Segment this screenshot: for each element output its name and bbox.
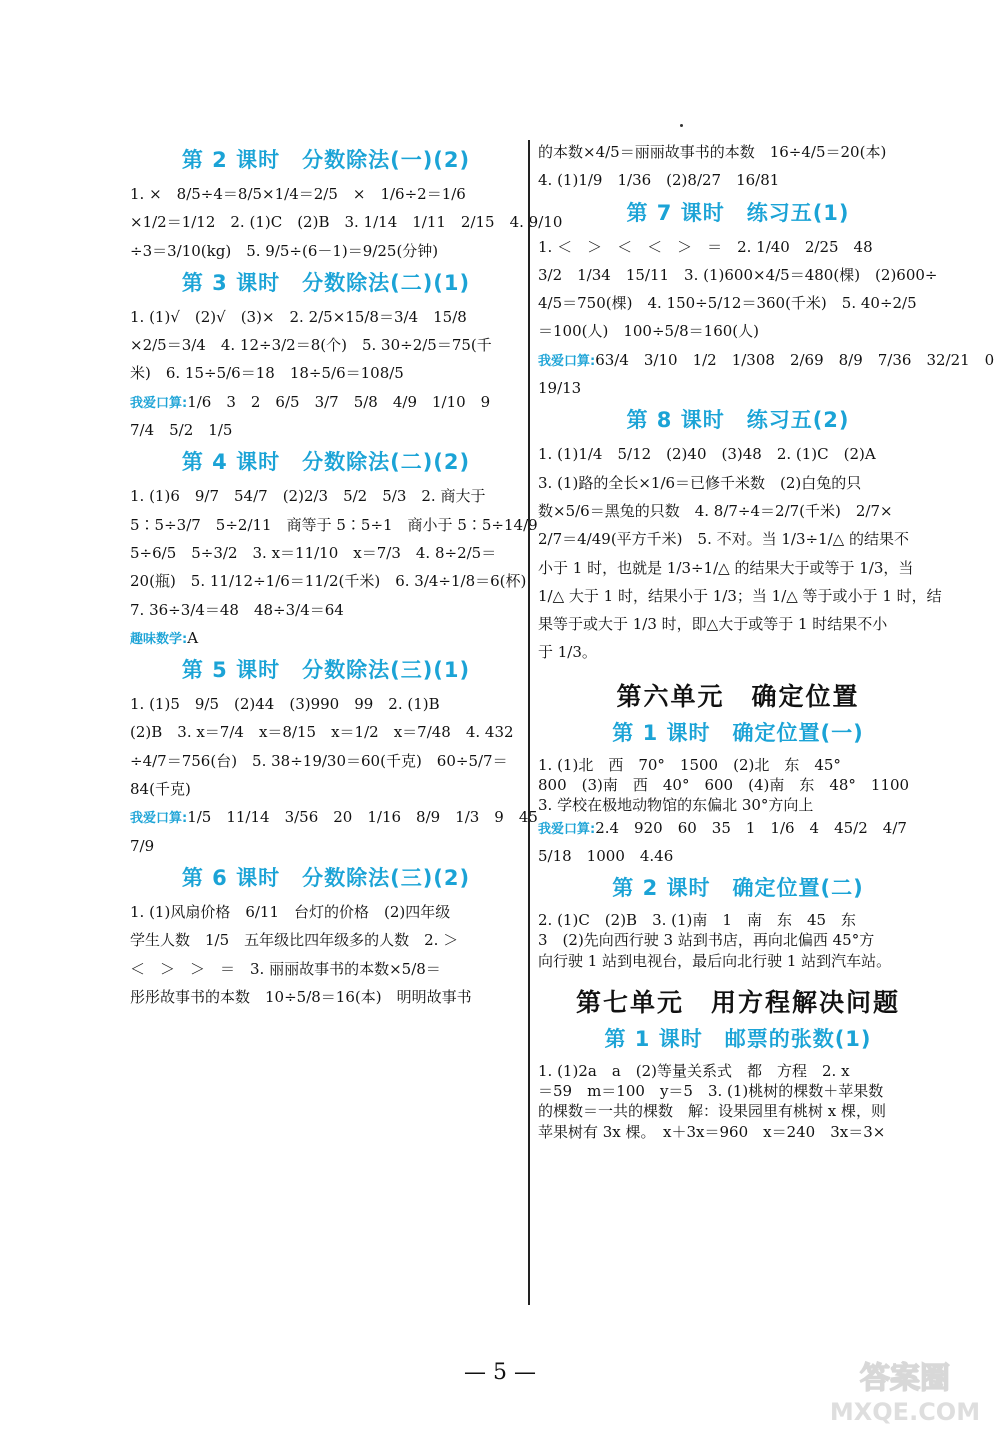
answer-line <box>130 805 538 829</box>
answer-line <box>130 239 522 263</box>
practice-label: 我爱口算: <box>538 353 596 369</box>
answer-line <box>130 361 522 385</box>
answer-text: ＜ ＞ ＞ ＝ 3. 丽丽故事书的本数×5/8＝ <box>130 959 441 978</box>
answer-text: 1/5 11/14 3/56 20 1/16 8/9 1/3 9 45 <box>187 808 538 827</box>
lesson-heading: 第 7 课时 练习五(1) <box>626 200 850 225</box>
answer-line <box>538 930 938 950</box>
answer-line <box>538 263 938 287</box>
answer-line <box>538 471 938 495</box>
lesson-heading: 第 6 课时 分数除法(三)(2) <box>181 865 471 890</box>
answer-line <box>538 584 942 608</box>
answer-line <box>538 640 938 664</box>
answer-line <box>538 319 938 343</box>
answer-text: ÷3＝3/10(kg) 5. 9/5÷(6－1)＝9/25(分钟) <box>130 241 439 260</box>
answer-text: 5∶5÷3/7 5÷2/11 商等于 5∶5÷1 商小于 5∶5÷14/9 <box>130 515 538 534</box>
unit-heading: 第六单元 确定位置 <box>616 681 860 711</box>
answer-text: ÷4/7＝756(台) 5. 38÷19/30＝60(千克) 60÷5/7＝ <box>130 751 508 770</box>
answer-line <box>538 442 938 466</box>
answer-text: 1. (1)6 9/7 54/7 (2)2/3 5/2 5/3 2. 商大于 <box>130 487 486 506</box>
answer-line <box>130 720 522 744</box>
answer-text: 1. (1)1/4 5/12 (2)40 (3)48 2. (1)C (2)A <box>538 445 876 464</box>
answer-text: 3. 学校在极地动物馆的东偏北 30°方向上 <box>538 796 814 815</box>
answer-line <box>130 928 522 952</box>
answer-line <box>130 957 522 981</box>
answer-line <box>130 305 522 329</box>
answer-text: ＝59 m＝100 y＝5 3. (1)桃树的棵数＋苹果数 <box>538 1082 884 1101</box>
answer-text: 1. (1)√ (2)√ (3)× 2. 2/5×15/8＝3/4 15/8 <box>130 307 467 326</box>
answer-line <box>538 951 938 971</box>
answer-line <box>538 140 938 164</box>
answer-text: 63/4 3/10 1/2 1/308 2/69 8/9 7/36 32/21 0 <box>595 350 995 369</box>
answer-text: 3. (1)路的全长×1/6＝已修千米数 (2)白兔的只 <box>538 473 862 492</box>
lesson-heading: 第 5 课时 分数除法(三)(1) <box>181 658 471 683</box>
answer-text: 1. (1)风扇价格 6/11 台灯的价格 (2)四年级 <box>130 902 451 921</box>
answer-text: 1. (1)2a a (2)等量关系式 都 方程 2. x <box>538 1061 850 1080</box>
lesson-heading: 第 3 课时 分数除法(二)(1) <box>181 270 471 295</box>
answer-line <box>130 900 522 924</box>
answer-line <box>538 1081 938 1101</box>
answer-text: 4. (1)1/9 1/36 (2)8/27 16/81 <box>538 171 780 190</box>
answer-text: 小于 1 时，也就是 1/3÷1/△ 的结果大于或等于 1/3，当 <box>538 558 914 577</box>
answer-text: 1. ＜ ＞ ＜ ＜ ＞ ＝ 2. 1/40 2/25 48 <box>538 237 873 256</box>
answer-text: 20(瓶) 5. 11/12÷1/6＝11/2(千米) 6. 3/4÷1/8＝6(杯) <box>130 572 527 591</box>
lesson-heading: 第 1 课时 邮票的张数(1) <box>604 1026 872 1051</box>
answer-line <box>538 816 938 840</box>
page-number: — 5 — <box>464 1360 536 1385</box>
answer-line <box>538 376 938 400</box>
answer-line <box>538 235 938 259</box>
answer-text: 数×5/6＝黑兔的只数 4. 8/7÷4＝2/7(千米) 2/7× <box>538 501 893 520</box>
answer-text: 7/9 <box>130 836 155 855</box>
answer-line <box>130 985 522 1009</box>
answer-text: 1/△ 大于 1 时，结果小于 1/3；当 1/△ 等于或小于 1 时，结 <box>538 586 942 605</box>
watermark-text: MXQE.COM <box>829 1398 981 1426</box>
answer-line <box>130 626 522 650</box>
answer-text: (2)B 3. x＝7/4 x＝8/15 x＝1/2 x＝7/48 4. 432 <box>130 723 514 742</box>
answer-line <box>538 556 938 580</box>
answer-text: 800 (3)南 西 40° 600 (4)南 东 48° 1100 <box>538 776 910 794</box>
answer-text: 向行驶 1 站到电视台，最后向北行驶 1 站到汽车站。 <box>538 951 892 970</box>
answer-text: 米) 6. 15÷5/6＝18 18÷5/6＝108/5 <box>130 364 404 383</box>
answer-text: 苹果树有 3x 棵。 x＋3x＝960 x＝240 3x＝3× <box>538 1122 886 1141</box>
answer-line <box>130 513 538 537</box>
answer-text: 3 (2)先向西行驶 3 站到书店，再向北偏西 45°方 <box>538 931 875 950</box>
answer-line <box>130 333 522 357</box>
answer-text: A <box>187 628 199 647</box>
answer-text: ×1/2＝1/12 2. (1)C (2)B 3. 1/14 1/11 2/15 4. 9/10 <box>130 213 563 232</box>
answer-text: 2.4 920 60 35 1 1/6 4 45/2 4/7 <box>595 818 907 837</box>
answer-text: 彤彤故事书的本数 10÷5/8＝16(本) 明明故事书 <box>130 987 472 1006</box>
answer-text: 2. (1)C (2)B 3. (1)南 1 南 东 45 东 <box>538 911 857 930</box>
answer-line <box>538 499 938 523</box>
answer-line <box>538 168 938 192</box>
answer-text: ×2/5＝3/4 4. 12÷3/2＝8(个) 5. 30÷2/5＝75(千 <box>130 336 492 355</box>
right-column <box>538 140 995 1142</box>
answer-line <box>538 795 938 815</box>
answer-text: 2/7＝4/49(平方千米) 5. 不对。当 1/3÷1/△ 的结果不 <box>538 530 909 549</box>
answer-line <box>130 569 527 593</box>
answer-text: 1. × 8/5÷4＝8/5×1/4＝2/5 × 1/6÷2＝1/6 <box>130 185 466 203</box>
answer-line <box>538 1101 938 1121</box>
unit-heading: 第七单元 用方程解决问题 <box>575 987 900 1017</box>
lesson-heading: 第 8 课时 练习五(2) <box>626 408 850 433</box>
answer-text: 果等于或大于 1/3 时，即△大于或等于 1 时结果不小 <box>538 615 888 634</box>
practice-label: 趣味数学: <box>130 631 188 647</box>
answer-line <box>538 775 938 795</box>
answer-line <box>130 182 522 206</box>
answer-line <box>538 755 938 775</box>
answer-line <box>538 348 995 372</box>
answer-line <box>130 541 522 565</box>
watermark-cn-text: 答案圈 <box>860 1361 950 1396</box>
lesson-heading: 第 1 课时 确定位置(一) <box>612 720 864 745</box>
answer-line <box>130 749 522 773</box>
answer-line <box>130 390 522 414</box>
answer-line <box>538 910 938 930</box>
answer-text: ＝100(人) 100÷5/8＝160(人) <box>538 322 760 341</box>
answer-text: 1. (1)北 西 70° 1500 (2)北 东 45° <box>538 755 841 774</box>
watermark-logo <box>820 1348 990 1428</box>
answer-line <box>538 1122 938 1142</box>
answer-line <box>538 1061 938 1081</box>
practice-label: 我爱口算: <box>538 821 596 837</box>
answer-line <box>130 777 522 801</box>
answer-line <box>130 210 563 234</box>
speck <box>680 124 683 127</box>
answer-text: 5÷6/5 5÷3/2 3. x＝11/10 x＝7/3 4. 8÷2/5＝ <box>130 543 497 562</box>
answer-line <box>538 291 938 315</box>
answer-line <box>130 418 522 442</box>
lesson-heading: 第 4 课时 分数除法(二)(2) <box>181 450 471 475</box>
answer-text: 84(千克) <box>130 780 191 799</box>
answer-text: 的棵数＝一共的棵数 解：设果园里有桃树 x 棵，则 <box>538 1102 886 1121</box>
lesson-heading: 第 2 课时 分数除法(一)(2) <box>181 148 471 172</box>
answer-text: 1. (1)5 9/5 (2)44 (3)990 99 2. (1)B <box>130 695 440 714</box>
answer-text: 于 1/3。 <box>538 643 597 662</box>
answer-line <box>130 484 522 508</box>
answer-text: 学生人数 1/5 五年级比四年级多的人数 2. ＞ <box>130 931 459 950</box>
answer-text: 7. 36÷3/4＝48 48÷3/4＝64 <box>130 600 344 619</box>
answer-text: 3/2 1/34 15/11 3. (1)600×4/5＝480(棵) (2)600÷ <box>538 265 938 284</box>
answer-text: 5/18 1000 4.46 <box>538 846 674 865</box>
column-divider <box>528 140 530 1305</box>
answer-line <box>130 692 522 716</box>
answer-line <box>130 834 522 858</box>
answer-line <box>538 844 938 868</box>
answer-text: 19/13 <box>538 379 582 398</box>
answer-text: 1/6 3 2 6/5 3/7 5/8 4/9 1/10 9 <box>187 392 491 411</box>
answer-line <box>538 527 938 551</box>
answer-text: 的本数×4/5＝丽丽故事书的本数 16÷4/5＝20(本) <box>538 143 887 161</box>
lesson-heading: 第 2 课时 确定位置(二) <box>612 876 864 901</box>
answer-text: 7/4 5/2 1/5 <box>130 421 233 440</box>
practice-label: 我爱口算: <box>130 395 188 411</box>
answer-text: 4/5＝750(棵) 4. 150÷5/12＝360(千米) 5. 40÷2/5 <box>538 294 917 313</box>
answer-line <box>538 612 938 636</box>
answer-line <box>130 598 522 622</box>
practice-label: 我爱口算: <box>130 811 188 827</box>
